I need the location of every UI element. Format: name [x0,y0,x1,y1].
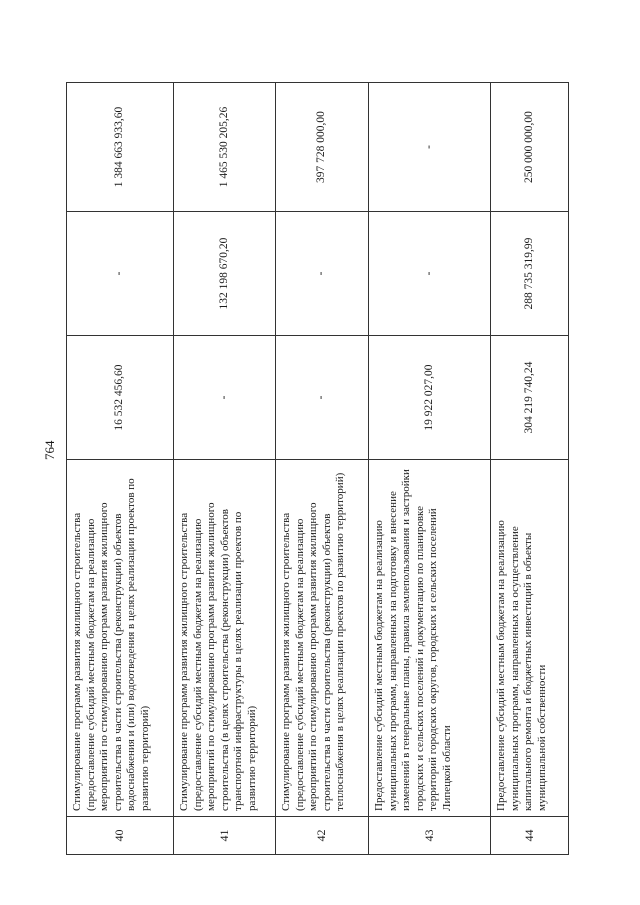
budget-table-rotated [66,83,568,855]
row-value-3: 397 728 000,00 [276,83,369,212]
row-value-1: 19 922 027,00 [369,336,491,460]
row-value-3: - [369,83,491,212]
row-value-3: 250 000 000,00 [491,83,569,212]
row-number: 42 [276,817,369,855]
table-row [491,83,569,855]
row-value-2: 132 198 670,20 [174,212,276,336]
row-description: Предоставление субсидий местным бюджетам на реализацию муниципальных программ, направленных на осуществление капитального ремонта и бюджетных инвестиций в объекты муниципальной собственности [491,460,569,817]
row-value-1: - [174,336,276,460]
table-row [174,83,276,855]
row-value-2: - [369,212,491,336]
row-value-1: 304 219 740,24 [491,336,569,460]
row-value-1: - [276,336,369,460]
budget-table [66,82,569,855]
table-row [67,83,174,855]
row-value-2: - [276,212,369,336]
row-value-2: 288 735 319,99 [491,212,569,336]
table-row [276,83,369,855]
row-value-2: - [67,212,174,336]
row-description: Предоставление субсидий местным бюджетам на реализацию муниципальных программ, направленных на подготовку и внесение изменений в генеральные планы, правила землепользования и застройки городских и сельских поселений и документацию по планировке территорий городских округов, городских и сельских поселений Липецкой области [369,460,491,817]
row-number: 44 [491,817,569,855]
row-number: 41 [174,817,276,855]
row-description: Стимулирование программ развития жилищного строительства (предоставление субсидий местным бюджетам на реализацию мероприятий по стимулированию программ развития жилищного строительства (в целях строительства (реконструкции) объектов транспортной инфраструктуры в целях реализации проектов по развитию территорий) [174,460,276,817]
row-description: Стимулирование программ развития жилищного строительства (предоставление субсидий местным бюджетам на реализацию мероприятий по стимулированию программ развития жилищного строительства в части строительства (реконструкции) объектов теплоснабжения в целях реализации проектов по развитию территорий) [276,460,369,817]
table-row [369,83,491,855]
row-value-3: 1 465 530 205,26 [174,83,276,212]
row-number: 43 [369,817,491,855]
page-number: 764 [42,440,57,460]
row-number: 40 [67,817,174,855]
row-value-3: 1 384 663 933,60 [67,83,174,212]
row-value-1: 16 532 456,60 [67,336,174,460]
row-description: Стимулирование программ развития жилищного строительства (предоставление субсидий местным бюджетам на реализацию мероприятий по стимулированию программ развития жилищного строительства в части строительства (реконструкции) объектов водоснабжения и (или) водоотведения в целях реализации проектов по развитию территорий) [67,460,174,817]
